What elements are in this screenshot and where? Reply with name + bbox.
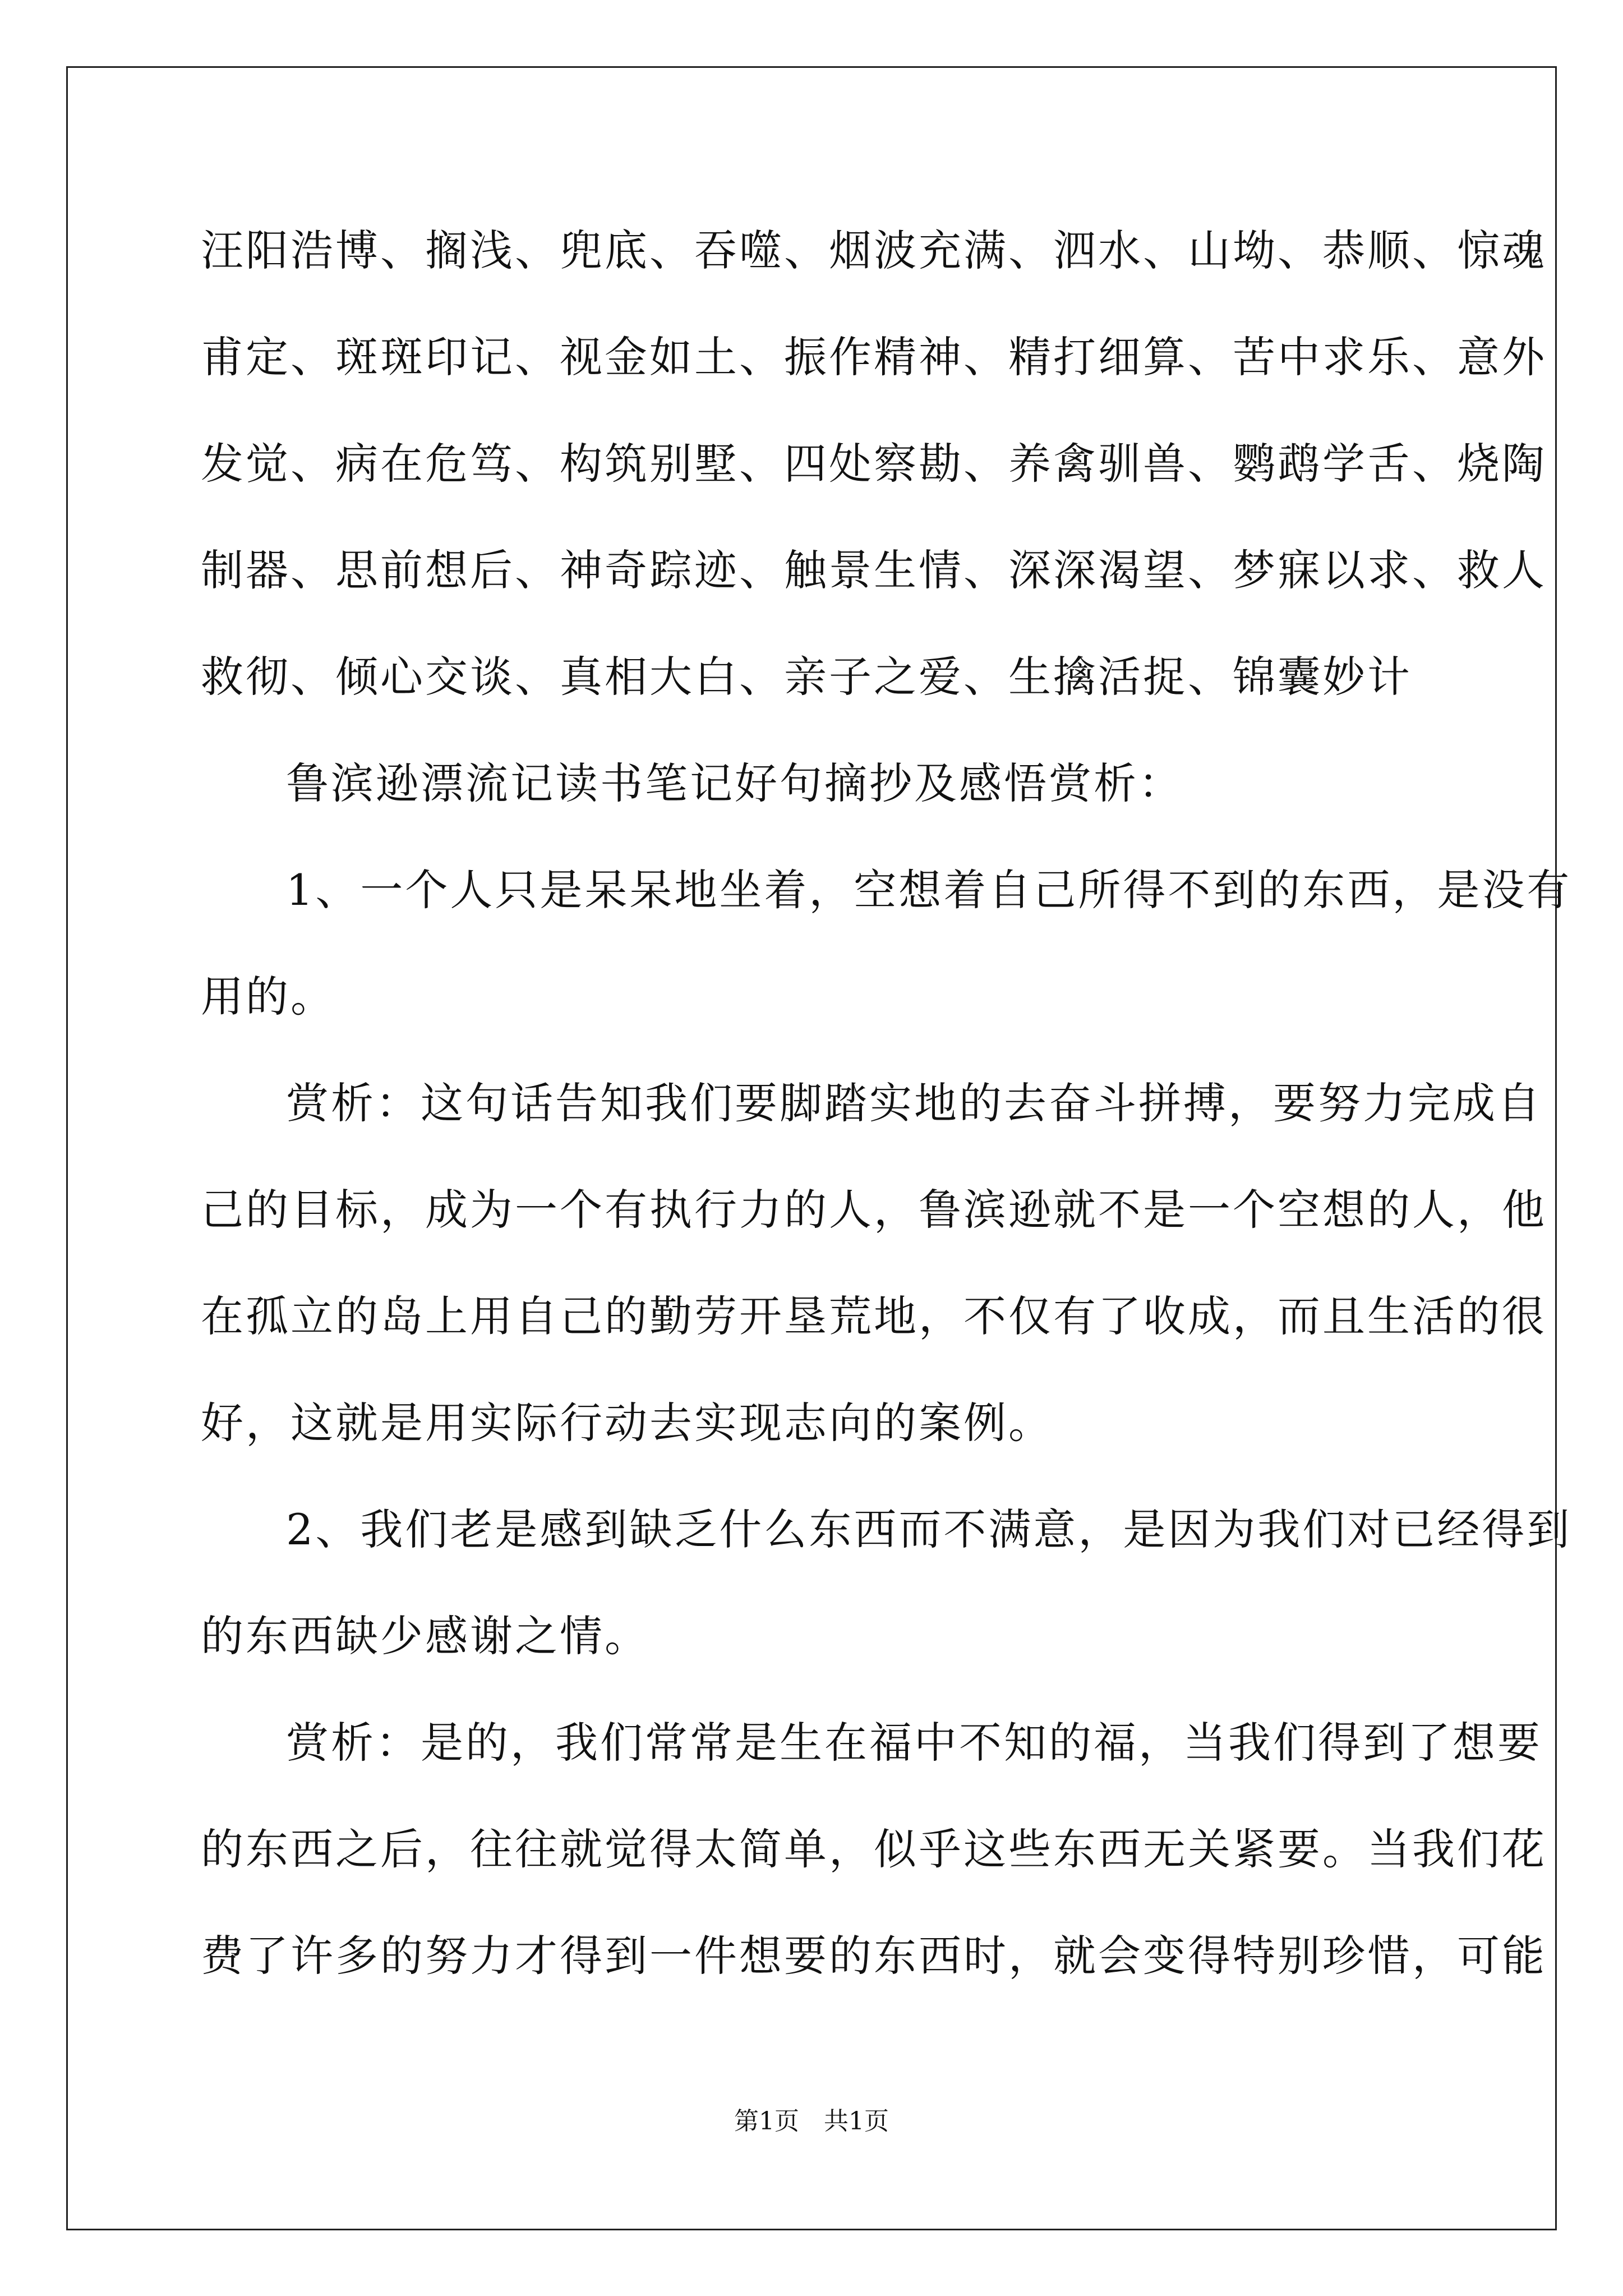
text-line: 汪阳浩博、搁浅、兜底、吞噬、烟波充满、泗水、山坳、恭顺、惊魂 [201, 226, 1547, 275]
quote-line: 的东西缺少感谢之情。 [201, 1611, 649, 1661]
quote-line: 1、一个人只是呆呆地坐着，空想着自己所得不到的东西，是没有 [286, 865, 1572, 915]
page-number-footer: 第1页 共1页 [734, 2107, 889, 2136]
analysis-line: 好，这就是用实际行动去实现志向的案例。 [201, 1398, 1053, 1448]
analysis-line: 赏析：这句话告知我们要脚踏实地的去奋斗拼搏，要努力完成自 [286, 1078, 1542, 1128]
quote-line: 2、我们老是感到缺乏什么东西而不满意，是因为我们对已经得到 [286, 1504, 1572, 1554]
text-line: 救彻、倾心交谈、真相大白、亲子之爱、生擒活捉、锦囊妙计 [201, 652, 1412, 702]
analysis-line: 己的目标，成为一个有执行力的人，鲁滨逊就不是一个空想的人，他 [201, 1185, 1547, 1235]
text-line: 制器、思前想后、神奇踪迹、触景生情、深深渴望、梦寐以求、救人 [201, 545, 1547, 595]
analysis-line: 的东西之后，往往就觉得太简单，似乎这些东西无关紧要。当我们花 [201, 1824, 1547, 1874]
document-body [201, 209, 1572, 2021]
text-line: 甫定、斑斑印记、视金如土、振作精神、精打细算、苦中求乐、意外 [201, 332, 1547, 382]
analysis-line: 在孤立的岛上用自己的勤劳开垦荒地，不仅有了收成，而且生活的很 [201, 1291, 1547, 1341]
section-heading: 鲁滨逊漂流记读书笔记好句摘抄及感悟赏析： [286, 758, 1183, 808]
analysis-line: 赏析：是的，我们常常是生在福中不知的福，当我们得到了想要 [286, 1718, 1542, 1768]
analysis-line: 费了许多的努力才得到一件想要的东西时，就会变得特别珍惜，可能 [201, 1931, 1547, 1981]
quote-line: 用的。 [201, 972, 335, 1022]
text-line: 发觉、病在危笃、构筑别墅、四处察勘、养禽驯兽、鹦鹉学舌、烧陶 [201, 439, 1547, 489]
